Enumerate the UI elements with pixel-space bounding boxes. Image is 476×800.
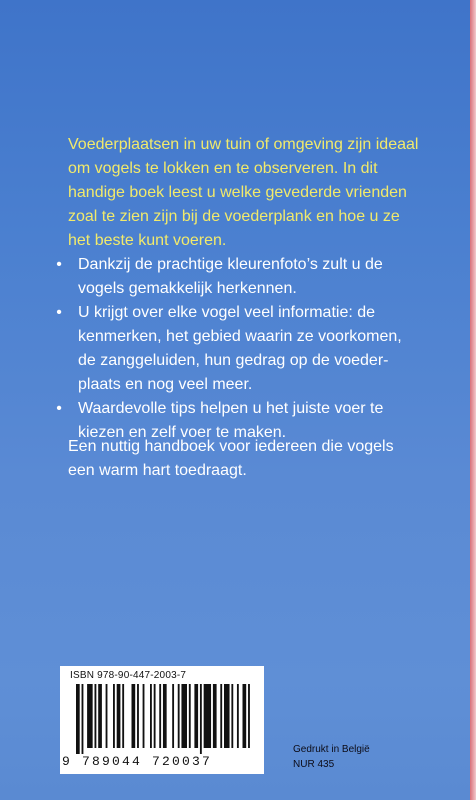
barcode-bar <box>87 684 93 748</box>
barcode-bar <box>137 684 139 748</box>
barcode-bar <box>200 684 202 754</box>
list-item-text: Dankzij de prachtige kleurenfoto’s zult u de vogels gemakkelijk herkennen. <box>78 256 383 297</box>
list-item <box>50 253 430 301</box>
barcode-bar <box>113 684 115 748</box>
bullet-icon: • <box>56 256 62 273</box>
barcode-bar <box>231 684 233 748</box>
barcode-bar <box>189 684 191 748</box>
bullet-icon: • <box>56 400 62 417</box>
barcode-bar <box>237 684 239 748</box>
barcode-label <box>60 666 264 774</box>
nur-code: NUR 435 <box>293 759 335 770</box>
barcode-bar <box>117 684 121 748</box>
barcode-bar <box>95 684 97 748</box>
barcode-bar <box>143 684 145 748</box>
barcode-bar <box>194 684 198 748</box>
barcode-bar <box>150 684 152 748</box>
intro-paragraph: Voederplaatsen in uw tuin of omgeving zijn ideaal om vogels te lokken en te observeren. In dit handige boek leest u welke gevederde vrienden zoal te zien zijn bij de voederplank en hoe u ze het beste kunt voeren. <box>68 136 419 249</box>
barcode-icon <box>72 684 256 754</box>
barcode-bar <box>163 684 167 748</box>
barcode-bar <box>159 684 161 748</box>
barcode-bar <box>178 684 180 748</box>
barcode-bar <box>106 684 108 748</box>
barcode-bar <box>132 684 136 748</box>
spine-edge <box>470 0 476 800</box>
barcode-bar <box>243 684 247 748</box>
barcode-bar <box>204 684 211 748</box>
feature-list <box>50 253 430 445</box>
closing-paragraph: Een nuttig handboek voor iedereen die vogels een warm hart toedraagt. <box>68 438 394 479</box>
barcode-bar <box>122 684 124 748</box>
barcode-bar <box>98 684 102 748</box>
printed-in-text: Gedrukt in België <box>293 744 370 755</box>
bullet-icon: • <box>56 304 62 321</box>
barcode-bar <box>154 684 156 748</box>
barcode-bar <box>213 684 217 748</box>
isbn-number: ISBN 978-90-447-2003-7 <box>70 670 187 681</box>
barcode-bar <box>181 684 187 748</box>
barcode-bar <box>82 684 84 754</box>
list-item <box>50 301 430 397</box>
barcode-bar <box>76 684 80 754</box>
barcode-bar <box>220 684 222 748</box>
barcode-digits: 9 789044 720037 <box>62 754 213 769</box>
barcode-bar <box>248 684 250 748</box>
list-item-text: Waardevolle tips helpen u het juiste voer te kiezen en zelf voer te maken. <box>78 400 384 441</box>
barcode-bar <box>172 684 174 748</box>
list-item-text: U krijgt over elke vogel veel informatie: de kenmerken, het gebied waarin ze voorkomen, de zanggeluiden, hun gedrag op de voeder- plaats en nog veel meer. <box>78 304 402 393</box>
barcode-bar <box>224 684 230 748</box>
